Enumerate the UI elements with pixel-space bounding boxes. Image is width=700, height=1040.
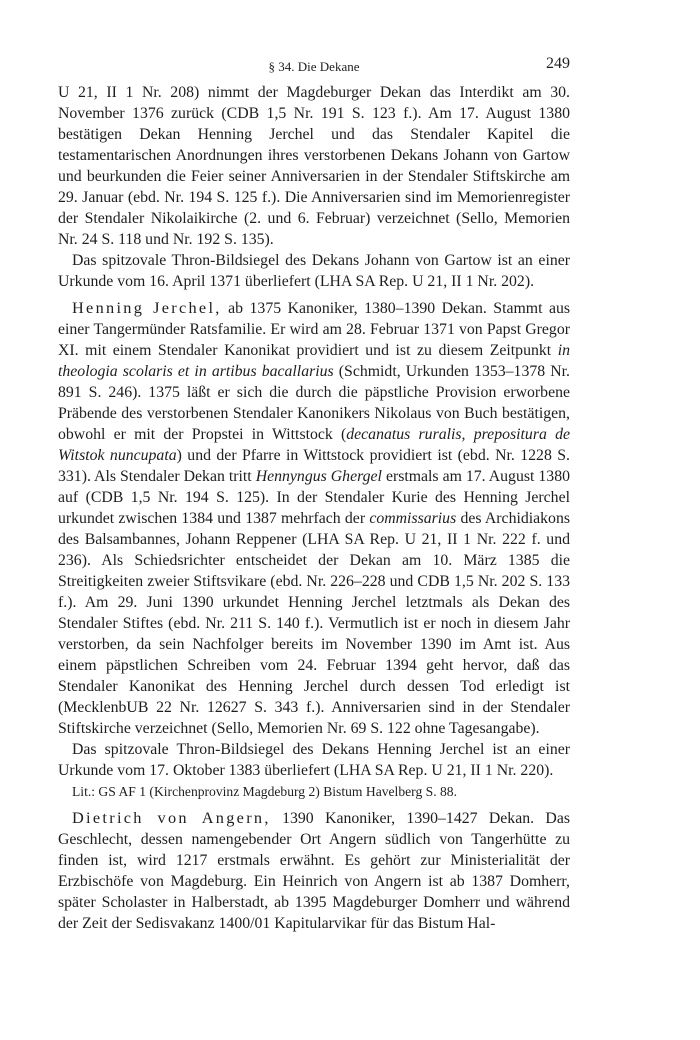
entry-text: ) und der Pfarre in Wittstock providiert ist (ebd. Nr. 1228 S. 331). Als Stendaler Dekan tritt [58, 447, 570, 485]
entry-text: (Schmidt, Urkunden 1353–1378 Nr. 891 S. 246). 1375 läßt er sich die durch die päpstliche Provision erworbene Präbende des verstorbenen Stendaler Kanonikers Nikolaus von Buch bestätigen, obwohl er mit der Propstei in Wittstock ( [58, 363, 571, 443]
running-header [58, 55, 570, 77]
italic-quote: decanatus ruralis, prepositura de Witstok nuncupata [58, 426, 570, 464]
paragraph-jerchel-seal: Das spitzovale Thron-Bildsiegel des Dekans Henning Jerchel ist an einer Urkunde vom 17. Oktober 1383 überliefert (LHA SA Rep. U 21, II 1 Nr. 220). [58, 741, 570, 779]
entry-text: erstmals am 17. August 1380 auf (CDB 1,5 Nr. 194 S. 125). In der Stendaler Kurie des Henning Jerchel urkundet zwischen 1384 und 1387 mehrfach der [58, 468, 570, 527]
italic-quote: in theologia scolaris et in artibus bacallarius [58, 342, 570, 380]
page-number: 249 [546, 55, 570, 72]
entry-text: des Archidiakons des Balsambannes, Johann Reppener (LHA SA Rep. U 21, II 1 Nr. 222 f. und 236). Als Schiedsrichter entscheidet der Dekan am 10. März 1385 die Streitigkeiten zweier Stiftsvikare (ebd. Nr. 226–228 und CDB 1,5 Nr. 202 S. 133 f.). Am 29. Juni 1390 urkundet Henning Jerchel letztmals als Dekan des Stendaler Stiftes (ebd. Nr. 211 S. 140 f.). Vermutlich ist er noch in diesem Jahr verstorben, da sein Nachfolger bereits im November 1390 im Amt ist. Aus einem päpstlichen Schreiben vom 24. Februar 1394 geht hervor, daß das Stendaler Kanonikat des Henning Jerchel durch dessen Tod erledigt ist (MecklenbUB 22 Nr. 12627 S. 343 f.). Anniversarien sind in der Stendaler Stiftskirche verzeichnet (Sello, Memorien Nr. 69 S. 122 ohne Tagesangabe). [58, 510, 570, 737]
paragraph-gartow-seal: Das spitzovale Thron-Bildsiegel des Dekans Johann von Gartow ist an einer Urkunde vom 16. April 1371 überliefert (LHA SA Rep. U 21, II 1 Nr. 202). [58, 252, 570, 290]
page-body [58, 82, 570, 934]
literature-note: Lit.: GS AF 1 (Kirchenprovinz Magdeburg 2) Bistum Havelberg S. 88. [72, 784, 457, 799]
paragraph-gartow-continued: U 21, II 1 Nr. 208) nimmt der Magdeburger Dekan das Interdikt am 30. November 1376 zurück (CDB 1,5 Nr. 191 S. 123 f.). Am 17. August 1380 bestätigen Dekan Henning Jerchel und das Stendaler Kapitel die testamentarischen Anordnungen ihres verstorbenen Dekans Johann von Gartow und beurkunden die Feier seiner Anniversarien in der Stendaler Stiftskirche am 29. Januar (ebd. Nr. 194 S. 125 f.). Die Anniversarien sind im Memorienregister der Stendaler Nikolaikirche (2. und 6. Februar) verzeichnet (Sello, Memorien Nr. 24 S. 118 und Nr. 192 S. 135). [58, 84, 570, 248]
running-title: § 34. Die Dekane [268, 59, 360, 74]
entry-text: 1390 Kanoniker, 1390–1427 Dekan. Das Geschlecht, dessen namengebender Ort Angern südlich von Tangerhütte zu finden ist, wird 1217 erstmals erwähnt. Es gehört zur Ministerialität der Erzbischöfe von Magdeburg. Ein Heinrich von Angern ist ab 1387 Domherr, später Scholaster in Halberstadt, ab 1395 Magdeburger Domherr und während der Zeit der Sedisvakanz 1400/01 Kapitularvikar für das Bistum Hal- [58, 810, 570, 932]
person-name-henning-jerchel: Henning Jerchel, [72, 298, 222, 317]
entry-henning-jerchel [58, 297, 570, 739]
italic-quote: Hennyngus Ghergel [255, 468, 382, 485]
person-name-dietrich-von-angern: Dietrich von Angern, [72, 808, 271, 827]
entry-text: ab 1375 Kanoniker, 1380–1390 Dekan. Stammt aus einer Tangermünder Ratsfamilie. Er wird am 28. Februar 1371 von Papst Gregor XI. mit einem Stendaler Kanonikat providiert und ist zu diesem Zeitpunkt [58, 300, 570, 359]
italic-quote: commissarius [369, 510, 457, 527]
entry-dietrich-von-angern [58, 807, 570, 934]
